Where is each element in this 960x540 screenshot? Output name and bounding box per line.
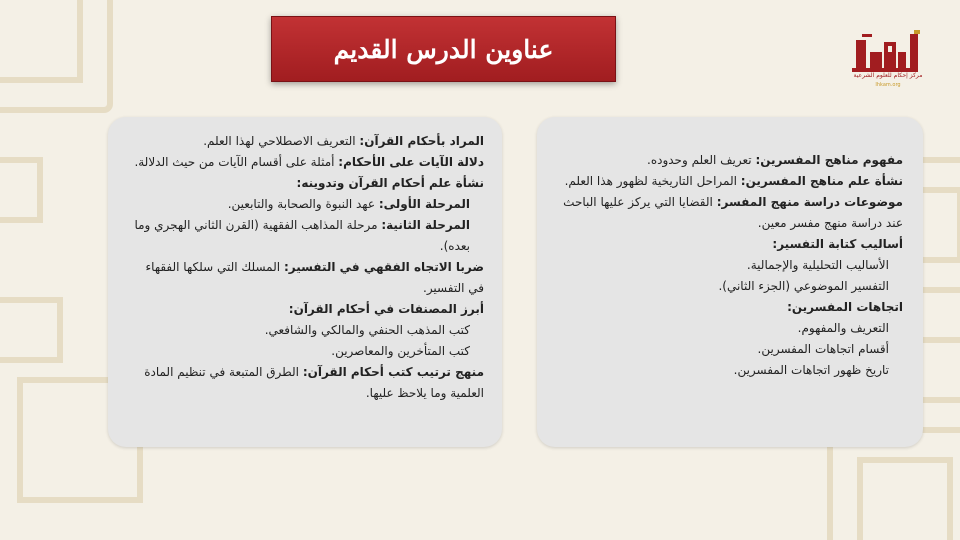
old-lesson-card	[537, 117, 923, 447]
topic-heading: اتجاهات المفسرين:	[787, 300, 903, 314]
topic-line	[130, 131, 484, 152]
topic-line	[130, 362, 484, 404]
topic-heading: مفهوم مناهج المفسرين:	[755, 153, 903, 167]
topic-line	[559, 171, 903, 192]
topic-line	[130, 152, 484, 173]
topic-description: المسلك التي سلكها الفقهاء في التفسير.	[145, 260, 484, 295]
topic-heading: أساليب كتابة التفسير:	[772, 237, 903, 251]
topic-line	[130, 320, 484, 341]
topic-line	[130, 173, 484, 194]
topic-heading: دلالة الآيات على الأحكام:	[338, 155, 484, 169]
topic-heading: منهج ترتيب كتب أحكام القرآن:	[302, 365, 484, 379]
topic-line	[130, 299, 484, 320]
topic-line	[559, 150, 903, 171]
topic-description: تعريف العلم وحدوده.	[647, 153, 756, 167]
topic-description: التعريف والمفهوم.	[797, 321, 889, 335]
topic-line	[130, 194, 484, 215]
page-title: عناوين الدرس القديم	[333, 34, 554, 64]
topic-description: كتب المتأخرين والمعاصرين.	[331, 344, 470, 358]
topic-heading: المرحلة الأولى:	[378, 197, 470, 211]
topic-description: أقسام اتجاهات المفسرين.	[757, 342, 889, 356]
topic-heading: نشأة علم مناهج المفسرين:	[740, 174, 903, 188]
topic-line	[559, 255, 903, 276]
topic-line	[559, 297, 903, 318]
logo-subtitle: مركز إحكام للعلوم الشرعية	[853, 72, 923, 79]
topic-line	[559, 318, 903, 339]
topic-line	[559, 360, 903, 381]
topic-line	[559, 276, 903, 297]
topic-description: مرحلة المذاهب الفقهية (القرن الثاني الهجري وما بعده).	[134, 218, 470, 253]
topic-description: التفسير الموضوعي (الجزء الثاني).	[718, 279, 889, 293]
topic-line	[559, 192, 903, 234]
topic-line	[559, 234, 903, 255]
topic-description: عهد النبوة والصحابة والتابعين.	[227, 197, 379, 211]
topic-line	[130, 215, 484, 257]
logo-tagline: Ihkam.org	[875, 82, 901, 88]
topic-description: القضايا التي يركز عليها الباحث عند دراسة منهج مفسر معين.	[563, 195, 903, 230]
topic-description: كتب المذهب الحنفي والمالكي والشافعي.	[264, 323, 470, 337]
topic-heading: أبرز المصنفات في أحكام القرآن:	[288, 302, 484, 316]
new-lesson-card	[108, 117, 502, 447]
topic-description: أمثلة على أقسام الآيات من حيث الدلالة.	[134, 155, 339, 169]
topic-description: الأساليب التحليلية والإجمالية.	[746, 258, 889, 272]
topic-heading: نشأة علم أحكام القرآن وتدوينه:	[296, 176, 484, 190]
topic-heading: المراد بأحكام القرآن:	[359, 134, 484, 148]
topic-heading: ضربا الاتجاه الفقهي في التفسير:	[283, 260, 484, 274]
topic-heading: موضوعات دراسة منهج المفسر:	[716, 195, 903, 209]
topic-description: المراحل التاريخية لظهور هذا العلم.	[564, 174, 741, 188]
topic-line	[130, 341, 484, 362]
title-banner	[271, 16, 616, 82]
topic-description: الطرق المتبعة في تنظيم المادة العلمية وما يلاحظ عليها.	[144, 365, 484, 400]
topic-line	[130, 257, 484, 299]
topic-description: التعريف الاصطلاحي لهذا العلم.	[203, 134, 360, 148]
topic-heading: المرحلة الثانية:	[381, 218, 470, 232]
topic-description: تاريخ ظهور اتجاهات المفسرين.	[733, 363, 889, 377]
topic-line	[559, 339, 903, 360]
